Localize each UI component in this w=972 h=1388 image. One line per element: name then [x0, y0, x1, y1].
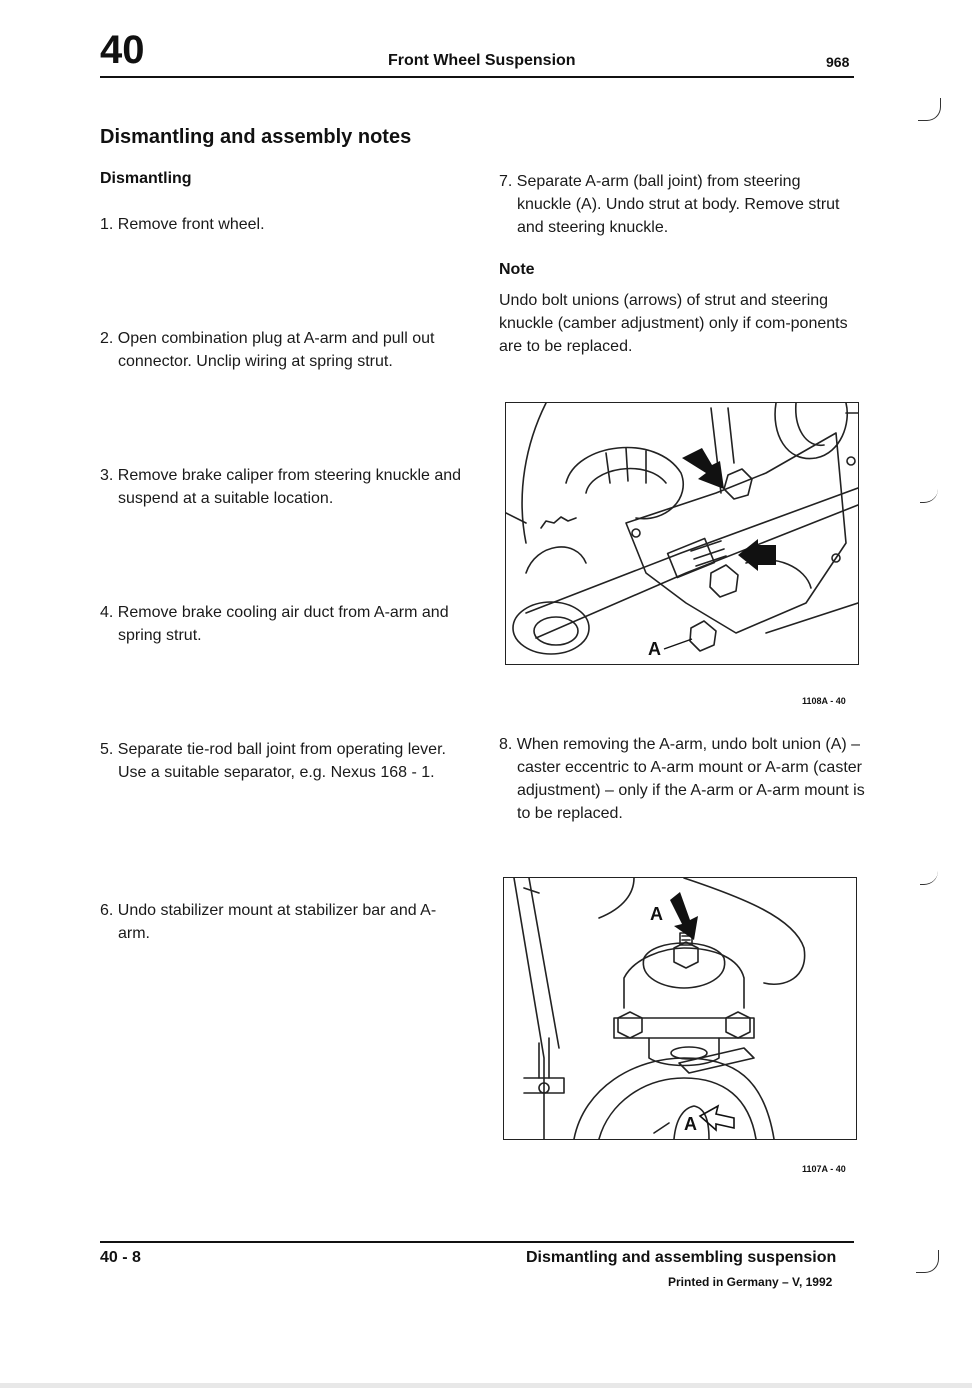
label-a: A: [648, 639, 661, 659]
page-edge: [0, 1383, 972, 1388]
note-text: Undo bolt unions (arrows) of strut and steering knuckle (camber adjustment) only if com-ponents are to be replaced.: [499, 292, 848, 355]
step-3: 3. Remove brake caliper from steering knuckle and suspend at a suitable location.: [100, 467, 462, 507]
step-6: 6. Undo stabilizer mount at stabilizer bar and A-arm.: [100, 902, 437, 942]
model-number: 968: [826, 54, 850, 70]
margin-mark: [920, 866, 938, 885]
figure-1108a: [505, 402, 859, 665]
label-a-bottom: A: [684, 1114, 697, 1134]
step-4: 4. Remove brake cooling air duct from A-arm and spring strut.: [100, 604, 449, 644]
header-rule: [100, 76, 854, 78]
chapter-number: 40: [100, 28, 145, 72]
label-a-top: A: [650, 904, 663, 924]
step-2: 2. Open combination plug at A-arm and pull out connector. Unclip wiring at spring strut.: [100, 330, 435, 370]
margin-mark: [920, 484, 938, 503]
a-arm-mount-illustration: [504, 878, 856, 1139]
margin-mark: [918, 98, 941, 121]
step-7: 7. Separate A-arm (ball joint) from steering knuckle (A). Undo strut at body. Remove strut and steering knuckle.: [499, 173, 840, 236]
step-5: 5. Separate tie-rod ball joint from operating lever. Use a suitable separator, e.g. Nexus 168 - 1.: [100, 741, 446, 781]
footer-section: Dismantling and assembling suspension: [526, 1249, 837, 1266]
section-title: Front Wheel Suspension: [388, 52, 576, 69]
figure-1107a: [503, 877, 857, 1140]
page-title: Dismantling and assembly notes: [100, 126, 412, 148]
figure-1108a-code: 1108A - 40: [802, 696, 846, 706]
step-8: 8. When removing the A-arm, undo bolt union (A) – caster eccentric to A-arm mount or A-arm (caster adjustment) – only if the A-arm or A-arm mount is to be replaced.: [499, 736, 865, 822]
printed-note: Printed in Germany – V, 1992: [668, 1275, 833, 1289]
note-heading: Note: [499, 261, 535, 278]
figure-1107a-code: 1107A - 40: [802, 1164, 846, 1174]
margin-mark: [916, 1250, 939, 1273]
dismantling-heading: Dismantling: [100, 170, 192, 187]
strut-knuckle-illustration: [506, 403, 858, 664]
footer-rule: [100, 1241, 854, 1243]
page-number: 40 - 8: [100, 1249, 141, 1266]
step-1: 1. Remove front wheel.: [100, 216, 265, 233]
